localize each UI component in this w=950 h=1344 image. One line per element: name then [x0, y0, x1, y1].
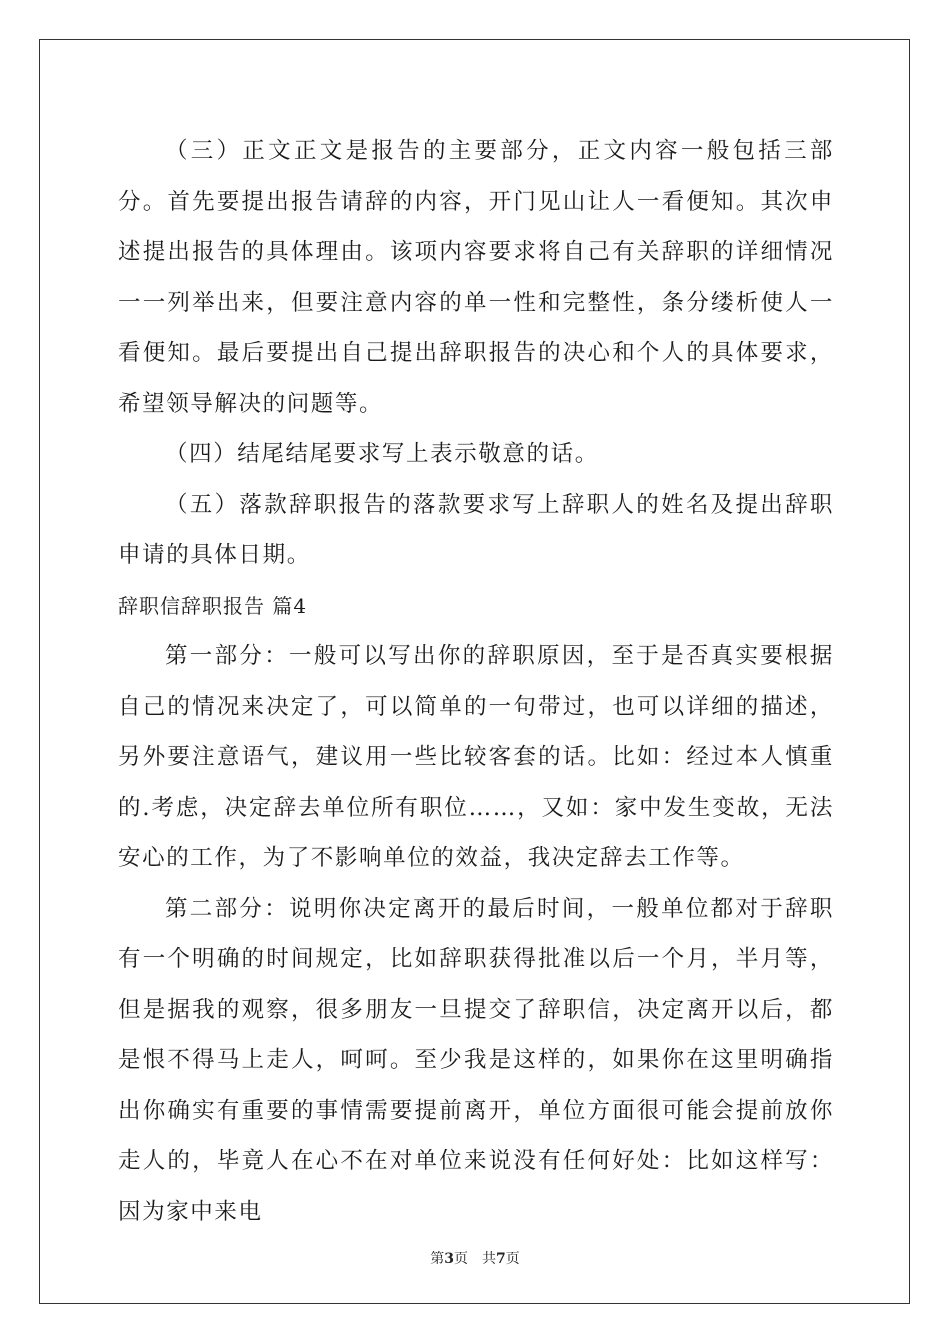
page-total-suffix: 页: [505, 1251, 520, 1267]
paragraph-main-body: （三）正文正文是报告的主要部分，正文内容一般包括三部分。首先要提出报告请辞的内容，开门见山让人一看便知。其次申述提出报告的具体理由。该项内容要求将自己有关辞职的详细情况一一列举出来，但要注意内容的单一性和完整性，条分缕析使人一看便知。最后要提出自己提出辞职报告的决心和个人的具体要求，希望领导解决的问题等。: [118, 138, 834, 417]
section-heading: 辞职信辞职报告 篇4: [118, 593, 308, 618]
paragraph-signature: （五）落款辞职报告的落款要求写上辞职人的姓名及提出辞职申请的具体日期。: [118, 491, 834, 568]
paragraph-closing: （四）结尾结尾要求写上表示敬意的话。: [165, 441, 599, 467]
paragraph-part-two: 第二部分：说明你决定离开的最后时间，一般单位都对于辞职有一个明确的时间规定，比如辞职获得批准以后一个月，半月等，但是据我的观察，很多朋友一旦提交了辞职信，决定离开以后，都是恨不得马上走人，呵呵。至少我是这样的，如果你在这里明确指出你确实有重要的事情需要提前离开，单位方面很可能会提前放你走人的，毕竟人在心不在对单位来说没有任何好处：比如这样写：因为家中来电: [118, 895, 834, 1225]
page-number-suffix: 页: [454, 1251, 468, 1267]
page-footer: [0, 1248, 950, 1268]
document-body: [118, 126, 834, 1237]
page-number-prefix: 第: [430, 1251, 445, 1267]
page-total-count: 7: [496, 1251, 506, 1267]
page-number-current: 3: [444, 1251, 454, 1267]
page-total-prefix: 共: [482, 1251, 496, 1267]
paragraph-part-one: 第一部分：一般可以写出你的辞职原因，至于是否真实要根据自己的情况来决定了，可以简单的一句带过，也可以详细的描述，另外要注意语气，建议用一些比较客套的话。比如：经过本人慎重的.考虑，决定辞去单位所有职位……，又如：家中发生变故，无法安心的工作，为了不影响单位的效益，我决定辞去工作等。: [118, 643, 834, 871]
